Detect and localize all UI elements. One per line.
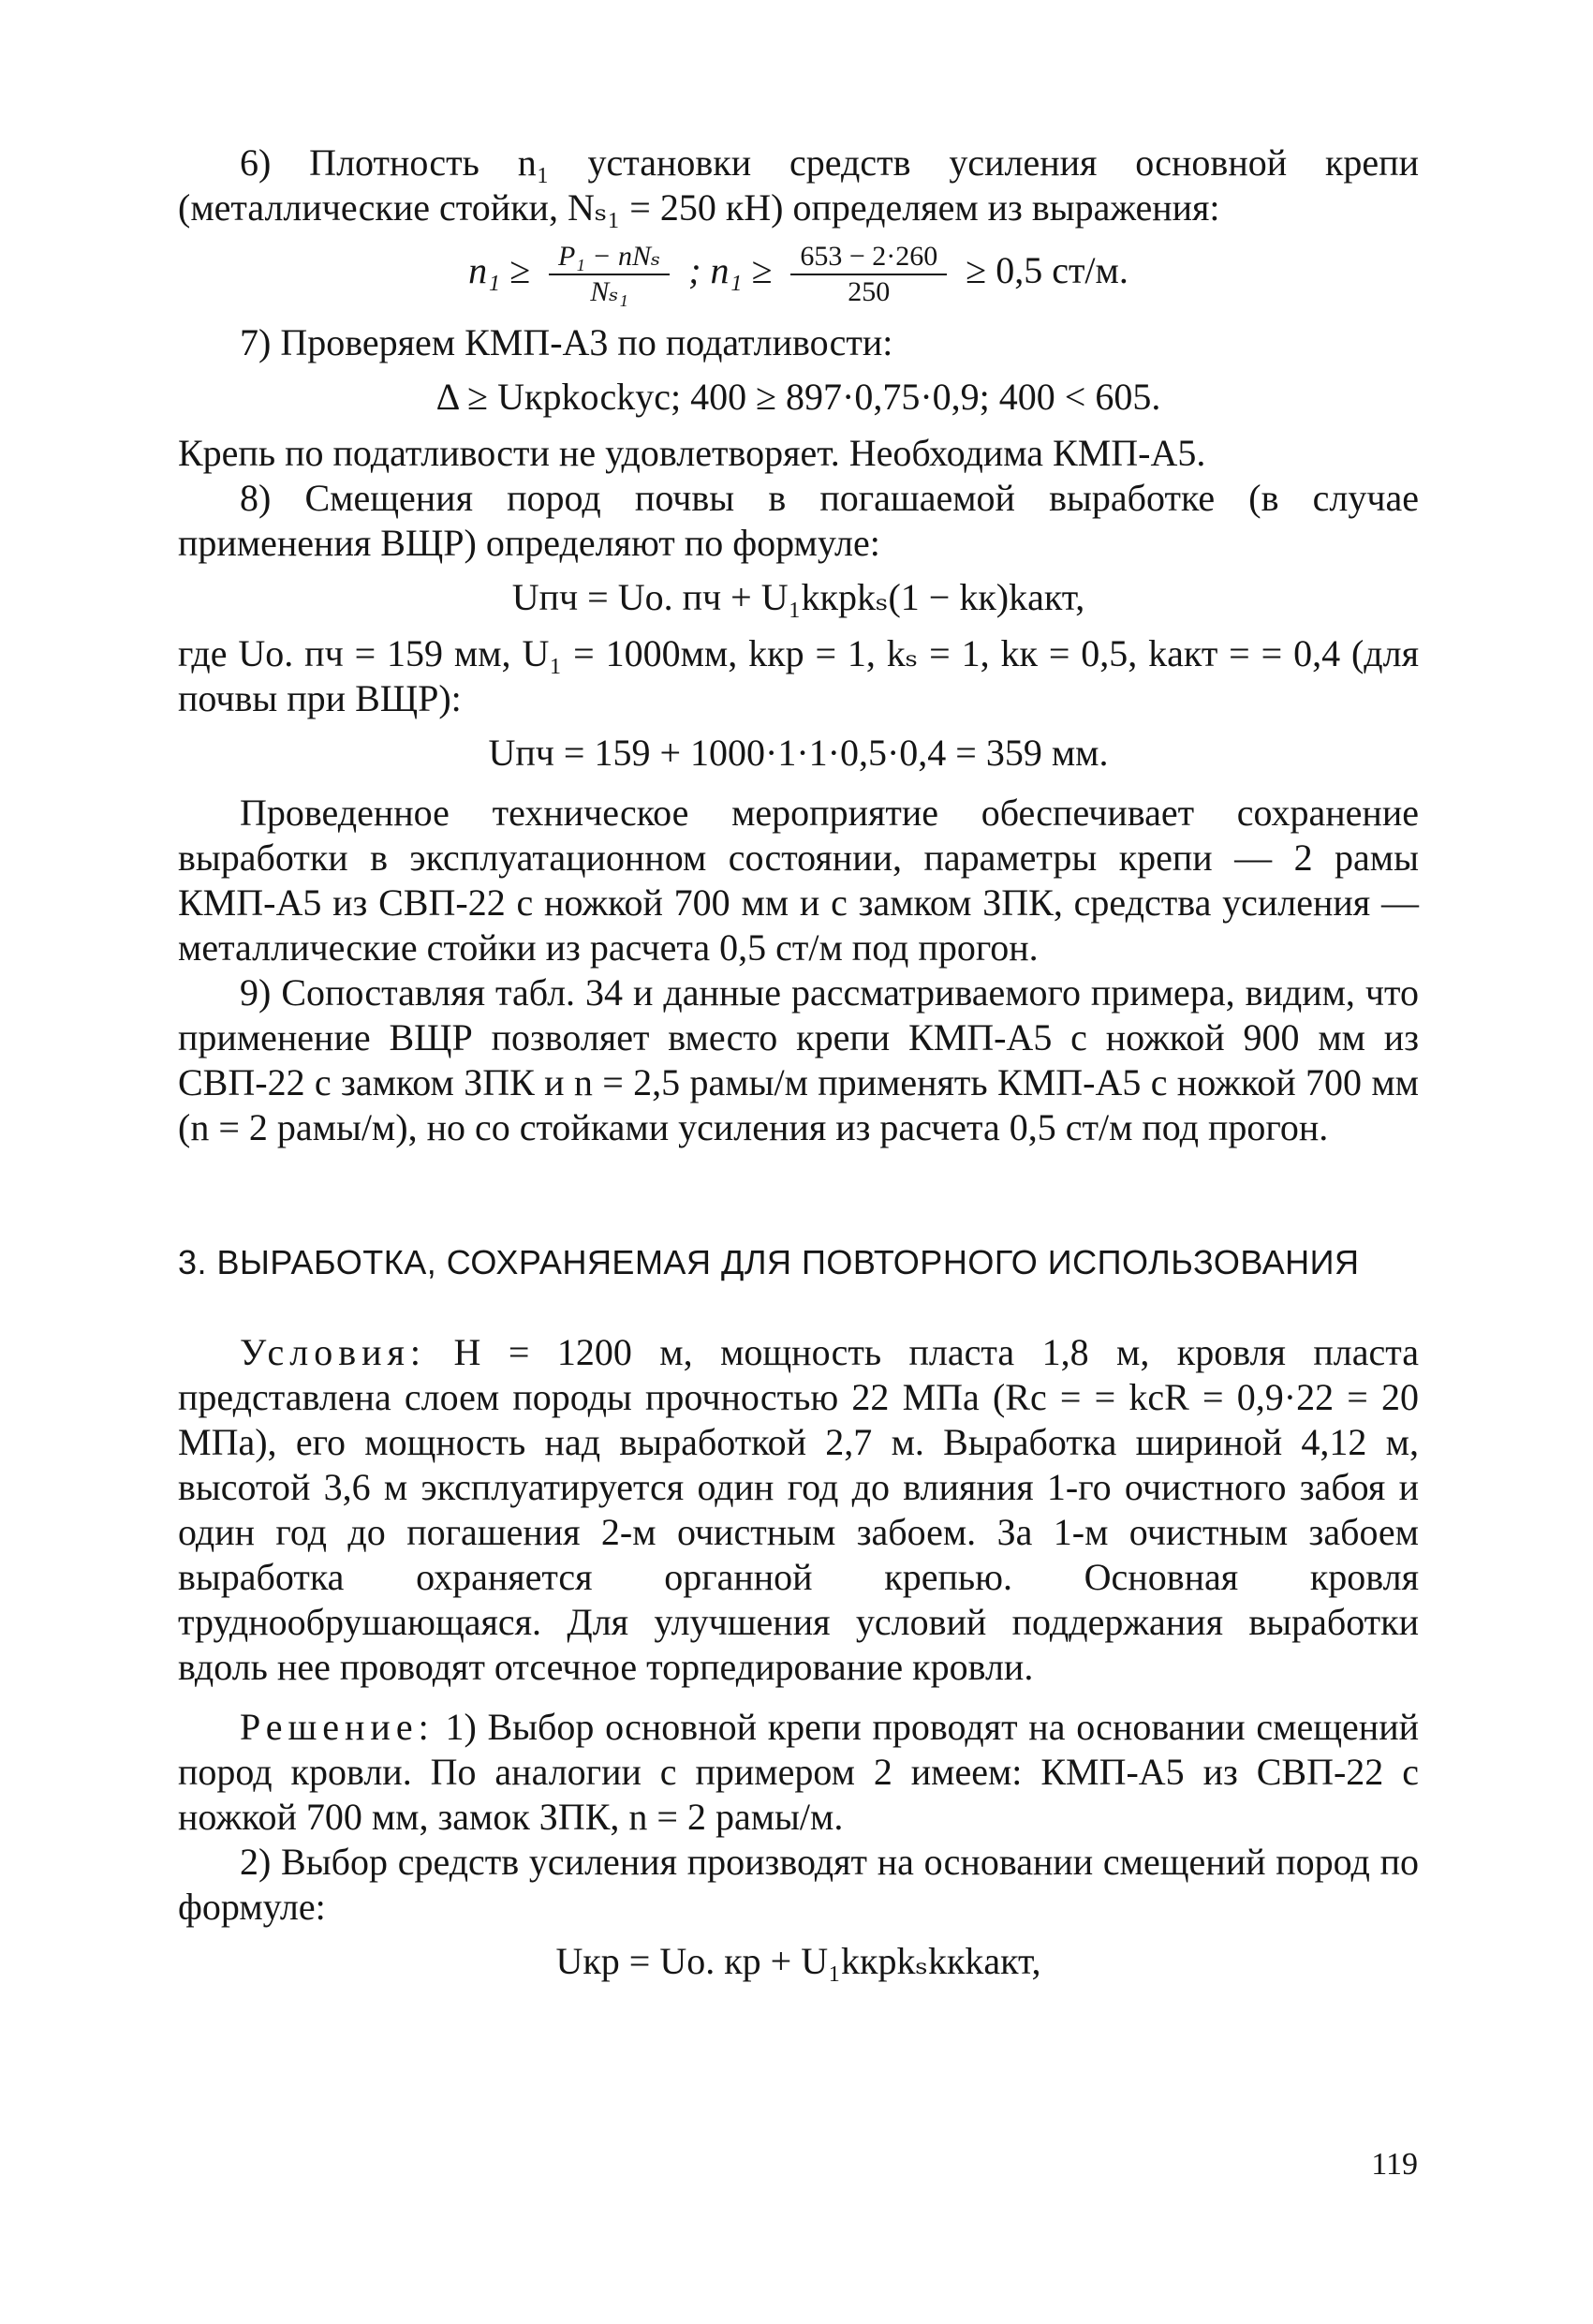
- paragraph-item-8: 8) Смещения пород почвы в погашаемой выработке (в случае применения ВЩР) определяют по формуле:: [178, 477, 1419, 564]
- paragraph-solution: [178, 1705, 1419, 1840]
- conditions-label: Условия:: [240, 1331, 427, 1373]
- paragraph-item-2: 2) Выбор средств усиления производят на основании смещений пород по формуле:: [178, 1841, 1419, 1928]
- formula-mid: ; n₁ ≥: [688, 249, 773, 292]
- solution-label: Решение:: [240, 1706, 435, 1748]
- fraction-1: [549, 240, 670, 309]
- paragraph-conclusion: Проведенное техническое мероприятие обеспечивает сохранение выработки в эксплуатационном состоянии, параметры крепи — 2 рамы КМП-А5 из СВП-22 с ножкой 700 мм и с замком ЗПК, средства усиления — металлические стойки из расчета 0,5 ст/м под прогон.: [178, 792, 1419, 969]
- paragraph-item-9: 9) Сопоставляя табл. 34 и данные рассматриваемого примера, видим, что применение ВЩР позволяет вместо крепи КМП-А5 с ножкой 900 мм из СВП-22 с замком ЗПК и n = 2,5 рамы/м применять КМП-А5 с ножкой 700 мм (n = 2 рамы/м), но со стойками усиления из расчета 0,5 ст/м под прогон.: [178, 971, 1419, 1148]
- paragraph-item-7: 7) Проверяем КМП-А3 по податливости:: [240, 321, 893, 363]
- formula-rhs: ≥ 0,5 ст/м.: [966, 249, 1128, 292]
- paragraph-item-6: 6) Плотность n₁ установки средств усиления основной крепи (металлические стойки, Nₛ₁ = 250 кН) определяем из выражения:: [178, 141, 1419, 229]
- page-number: 119: [1371, 2147, 1418, 2182]
- formula-roof-displacement: Uкр = Uо. кр + U₁kкрkₛkкkакт,: [555, 1940, 1041, 1982]
- fraction-2: [790, 240, 947, 309]
- conditions-text: H = 1200 м, мощность пласта 1,8 м, кровля пласта представлена слоем породы прочностью 22 МПа (Rс = = kсR = 0,9·22 = 20 МПа), его мощность над выработкой 2,7 м. Выработка шириной 4,12 м, высотой 3,6 м эксплуатируется один год до влияния 1-го очистного забоя и один год до погашения 2-м очистным забоем. За 1-м очистным забоем выработка охраняется органной крепью. Основная кровля труднообрушающаяся. Для улучшения условий поддержания выработки вдоль нее проводят отсечное торпедирование кровли.: [178, 1331, 1419, 1688]
- page-content: [178, 141, 1419, 1995]
- fraction-1-numerator: P₁ − nNₛ: [549, 240, 670, 275]
- formula-floor-displacement: Uпч = Uо. пч + U₁kкрkₛ(1 − kк)kакт,: [511, 576, 1085, 618]
- formula-lhs: n₁ ≥: [468, 249, 530, 292]
- fraction-2-numerator: 653 − 2·260: [790, 240, 947, 275]
- fraction-1-denominator: Nₛ₁: [590, 276, 628, 307]
- formula-floor-result: Uпч = 159 + 1000·1·1·0,5·0,4 = 359 мм.: [488, 732, 1109, 774]
- paragraph-compliance-result: Крепь по податливости не удовлетворяет. Необходима КМП-А5.: [178, 432, 1206, 474]
- section-heading: 3. ВЫРАБОТКА, СОХРАНЯЕМАЯ ДЛЯ ПОВТОРНОГО ИСПОЛЬЗОВАНИЯ: [178, 1243, 1360, 1281]
- solution-text: 1) Выбор основной крепи проводят на основании смещений пород кровли. По аналогии с примером 2 имеем: КМП-А5 из СВП-22 с ножкой 700 мм, замок ЗПК, n = 2 рамы/м.: [178, 1706, 1420, 1838]
- paragraph-conditions: [178, 1330, 1419, 1690]
- paragraph-where: где Uо. пч = 159 мм, U₁ = 1000мм, kкр = 1, kₛ = 1, kк = 0,5, kакт = = 0,4 (для почвы при ВЩР):: [178, 632, 1419, 719]
- formula-compliance: Δ ≥ Uкрkосkус; 400 ≥ 897·0,75·0,9; 400 < 605.: [435, 376, 1161, 418]
- fraction-2-denominator: 250: [848, 276, 891, 307]
- formula-density: [178, 240, 1419, 309]
